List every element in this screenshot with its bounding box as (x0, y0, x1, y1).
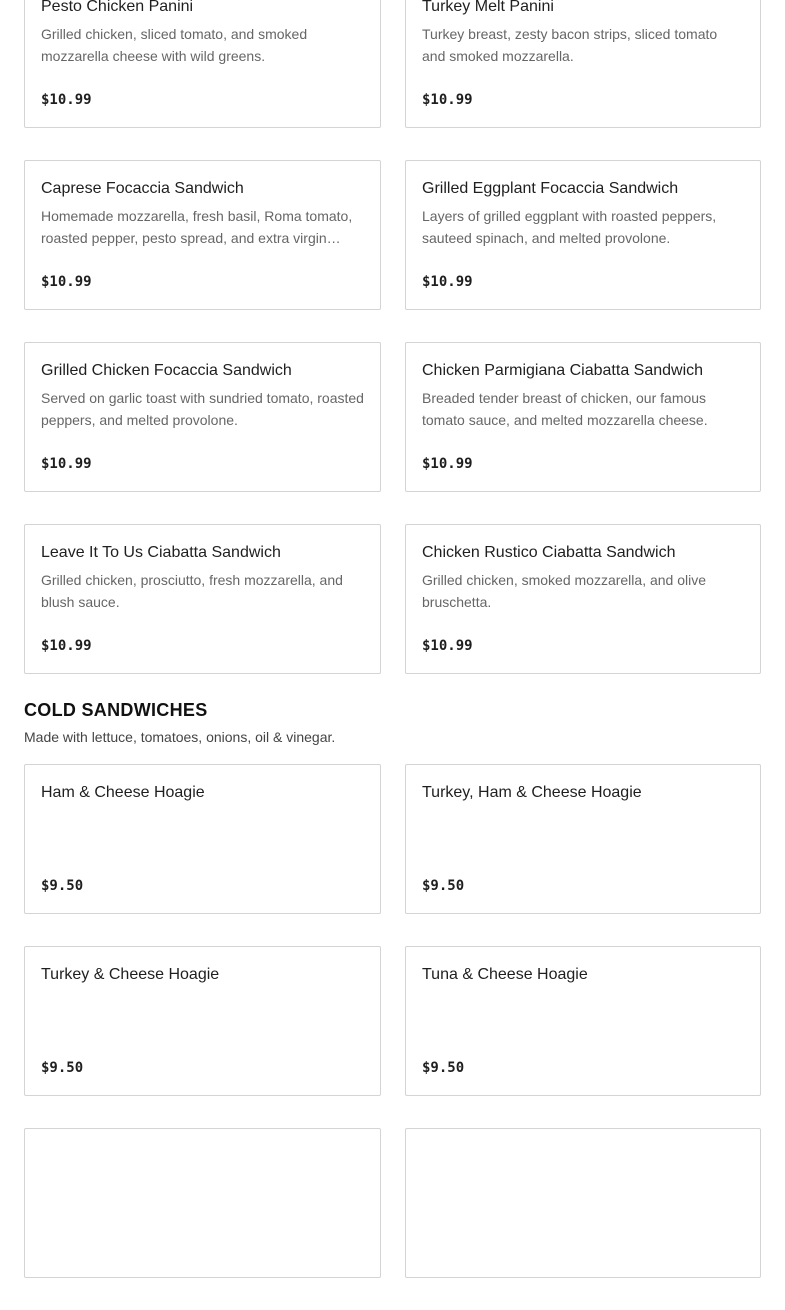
menu-item-name: Turkey Melt Panini (422, 0, 554, 15)
menu-item-card[interactable] (24, 524, 381, 674)
menu-item-price: $10.99 (422, 638, 473, 654)
menu-item-name: Chicken Parmigiana Ciabatta Sandwich (422, 362, 704, 379)
menu-item-name: Grilled Chicken Focaccia Sandwich (41, 362, 292, 379)
menu-item-price: $10.99 (422, 456, 473, 472)
menu-item-name: Pesto Chicken Panini (41, 0, 194, 15)
menu-item-description: Turkey breast, zesty bacon strips, sliced tomato and smoked mozzarella. (422, 26, 718, 64)
menu-item-price: $10.99 (422, 274, 473, 290)
menu-item-card[interactable] (405, 1128, 761, 1278)
menu-item-description: Grilled chicken, smoked mozzarella, and olive bruschetta. (422, 572, 707, 610)
menu-item-card[interactable] (405, 946, 761, 1096)
menu-item-name: Ham & Cheese Hoagie (41, 784, 205, 801)
section-title: COLD SANDWICHES (24, 700, 208, 720)
cold-sandwiches-grid (24, 764, 761, 1310)
menu-item-price: $10.99 (41, 274, 92, 290)
menu-item-name: Tuna & Cheese Hoagie (422, 966, 588, 983)
menu-item-price: $9.50 (422, 878, 465, 894)
menu-item-card[interactable] (405, 0, 761, 128)
menu-item-description: Breaded tender breast of chicken, our famous tomato sauce, and melted mozzarella cheese. (422, 390, 708, 428)
menu-item-description: Layers of grilled eggplant with roasted peppers, sauteed spinach, and melted provolone. (422, 208, 717, 246)
menu-item-card[interactable] (405, 160, 761, 310)
menu-item-card[interactable] (24, 0, 381, 128)
menu-item-name: Turkey & Cheese Hoagie (41, 966, 220, 983)
menu-item-description: Grilled chicken, prosciutto, fresh mozzarella, and blush sauce. (41, 572, 343, 610)
menu-item-price: $10.99 (41, 92, 92, 108)
menu-item-name: Caprese Focaccia Sandwich (41, 180, 244, 197)
menu-item-price: $10.99 (41, 638, 92, 654)
menu-item-card[interactable] (405, 524, 761, 674)
menu-item-name: Leave It To Us Ciabatta Sandwich (41, 544, 281, 561)
menu-item-card[interactable] (24, 160, 381, 310)
hot-sandwiches-grid (24, 0, 761, 706)
menu-item-price: $10.99 (41, 456, 92, 472)
menu-item-description: Homemade mozzarella, fresh basil, Roma tomato, roasted pepper, pesto spread, and extra virgin… (41, 208, 353, 246)
menu-item-card[interactable] (24, 946, 381, 1096)
menu-item-card[interactable] (24, 1128, 381, 1278)
menu-item-card[interactable] (24, 764, 381, 914)
menu-item-card[interactable] (405, 342, 761, 492)
menu-item-name: Chicken Rustico Ciabatta Sandwich (422, 544, 676, 561)
menu-item-price: $10.99 (422, 92, 473, 108)
menu-item-card[interactable] (24, 342, 381, 492)
section-description: Made with lettuce, tomatoes, onions, oil & vinegar. (24, 729, 336, 745)
menu-item-card[interactable] (405, 764, 761, 914)
menu-item-name: Turkey, Ham & Cheese Hoagie (422, 784, 642, 801)
menu-item-price: $9.50 (422, 1060, 465, 1076)
menu-item-price: $9.50 (41, 1060, 84, 1076)
menu-item-price: $9.50 (41, 878, 84, 894)
menu-item-name: Grilled Eggplant Focaccia Sandwich (422, 180, 679, 197)
menu-item-description: Served on garlic toast with sundried tomato, roasted peppers, and melted provolone. (41, 390, 364, 428)
menu-item-description: Grilled chicken, sliced tomato, and smoked mozzarella cheese with wild greens. (41, 26, 308, 64)
